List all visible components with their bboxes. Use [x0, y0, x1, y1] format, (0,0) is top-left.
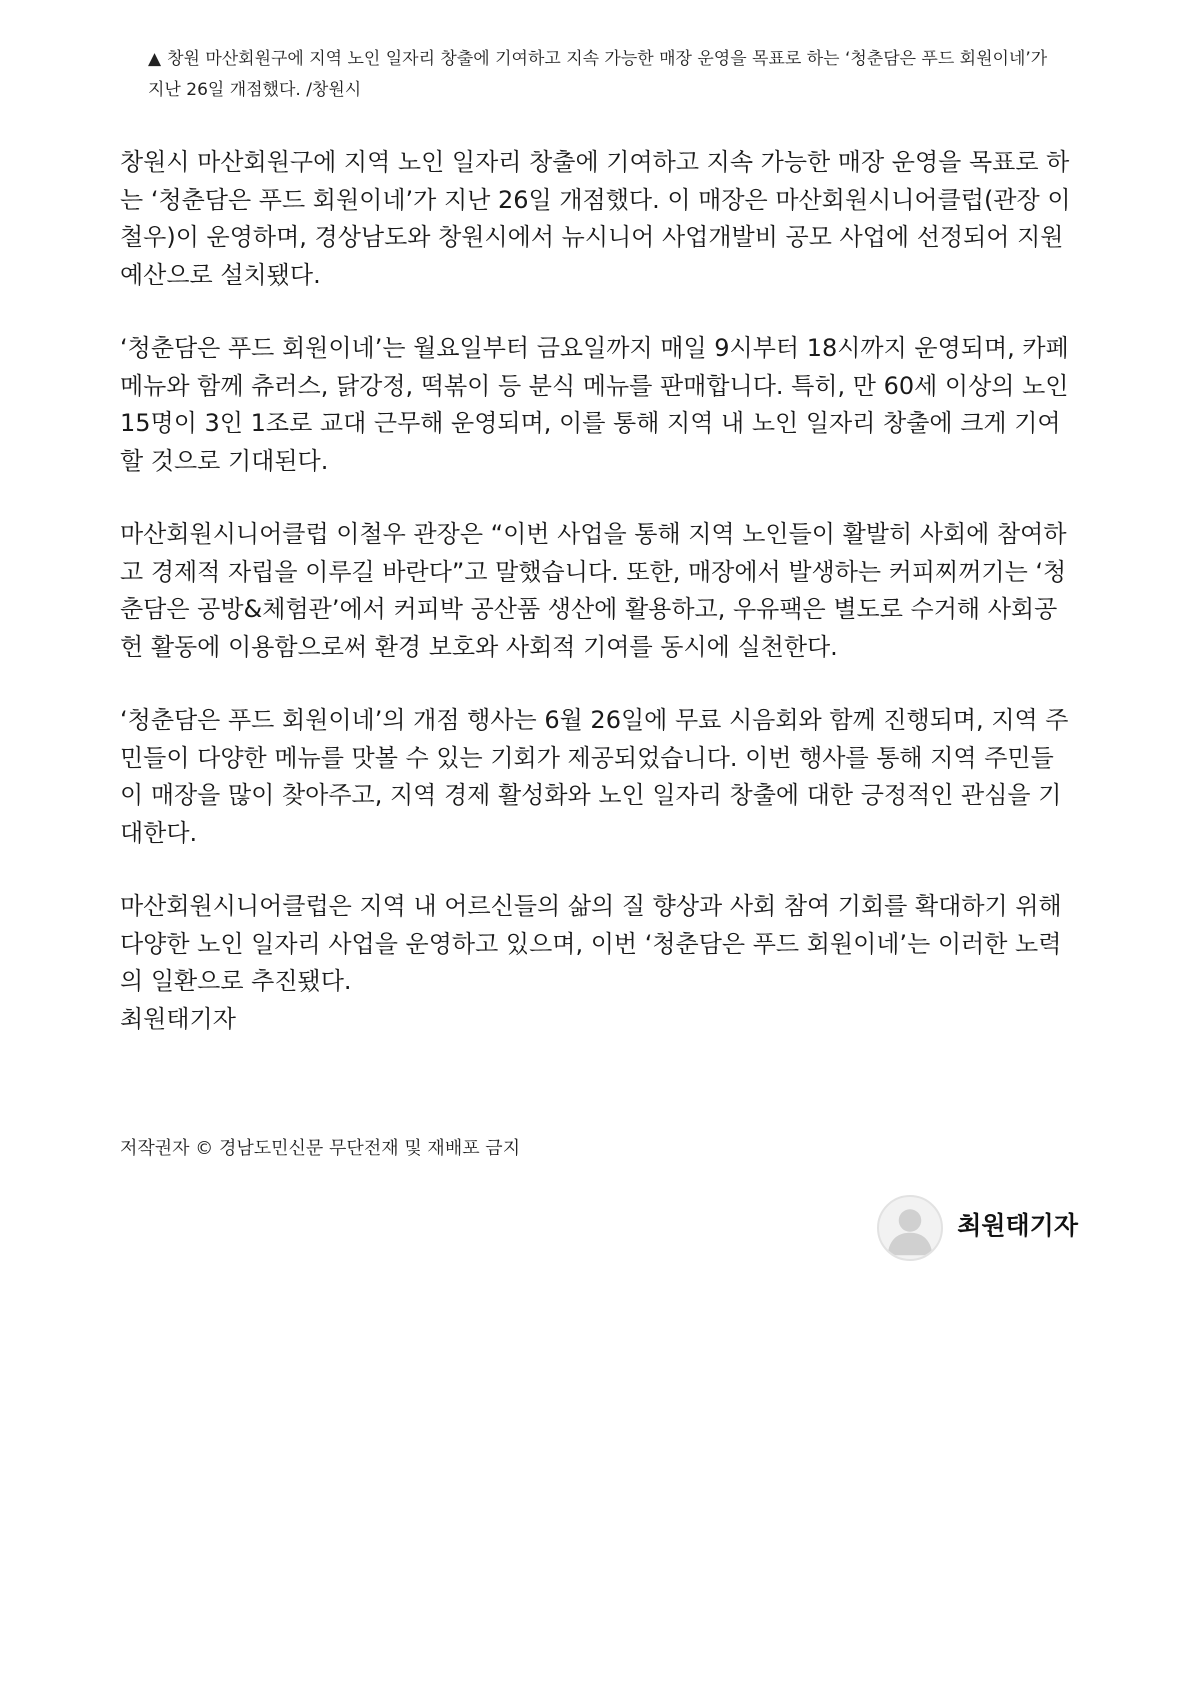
- default-avatar-icon[interactable]: [877, 1195, 943, 1261]
- article-paragraph: ‘청춘담은 푸드 회원이네’의 개점 행사는 6월 26일에 무료 시음회와 함께 진행되며, 지역 주민들이 다양한 메뉴를 맛볼 수 있는 기회가 제공되었습니다. 이번 행사를 통해 지역 주민들이 매장을 많이 찾아주고, 지역 경제 활성화와 노인 일자리 창출에 대한 긍정적인 관심을 기대한다.: [120, 706, 1069, 847]
- article-byline: 최원태기자: [120, 1004, 236, 1033]
- author-box[interactable]: [877, 1192, 1078, 1264]
- article-paragraph: 마산회원시니어클럽은 지역 내 어르신들의 삶의 질 향상과 사회 참여 기회를 확대하기 위해 다양한 노인 일자리 사업을 운영하고 있으며, 이번 ‘청춘담은 푸드 회원이네’는 이러한 노력의 일환으로 추진됐다.: [120, 892, 1062, 995]
- article-paragraph: 마산회원시니어클럽 이철우 관장은 “이번 사업을 통해 지역 노인들이 활발히 사회에 참여하고 경제적 자립을 이루길 바란다”고 말했습니다. 또한, 매장에서 발생하는 커피찌꺼기는 ‘청춘담은 공방&체험관’에서 커피박 공산품 생산에 활용하고, 우유팩은 별도로 수거해 사회공헌 활동에 이용함으로써 환경 보호와 사회적 기여를 동시에 실천한다.: [120, 520, 1067, 661]
- photo-caption-text: 창원 마산회원구에 지역 노인 일자리 창출에 기여하고 지속 가능한 매장 운영을 목표로 하는 ‘청춘담은 푸드 회원이네’가 지난 26일 개점했다. /창원시: [148, 49, 1048, 100]
- author-name[interactable]: 최원태기자: [957, 1211, 1078, 1240]
- article-body: [120, 144, 1075, 1038]
- photo-caption: [148, 44, 1058, 106]
- avatar-silhouette: [879, 1197, 941, 1259]
- triangle-up-icon: ▲: [148, 49, 162, 69]
- article-paragraph: ‘청춘담은 푸드 회원이네’는 월요일부터 금요일까지 매일 9시부터 18시까지 운영되며, 카페 메뉴와 함께 츄러스, 닭강정, 떡볶이 등 분식 메뉴를 판매합니다. 특히, 만 60세 이상의 노인 15명이 3인 1조로 교대 근무해 운영되며, 이를 통해 지역 내 노인 일자리 창출에 크게 기여할 것으로 기대된다.: [120, 334, 1069, 475]
- article-paragraph: 창원시 마산회원구에 지역 노인 일자리 창출에 기여하고 지속 가능한 매장 운영을 목표로 하는 ‘청춘담은 푸드 회원이네’가 지난 26일 개점했다. 이 매장은 마산회원시니어클럽(관장 이철우)이 운영하며, 경상남도와 창원시에서 뉴시니어 사업개발비 공모 사업에 선정되어 지원 예산으로 설치됐다.: [120, 148, 1071, 289]
- copyright-notice: 저작권자 © 경남도민신문 무단전재 및 재배포 금지: [120, 1138, 521, 1159]
